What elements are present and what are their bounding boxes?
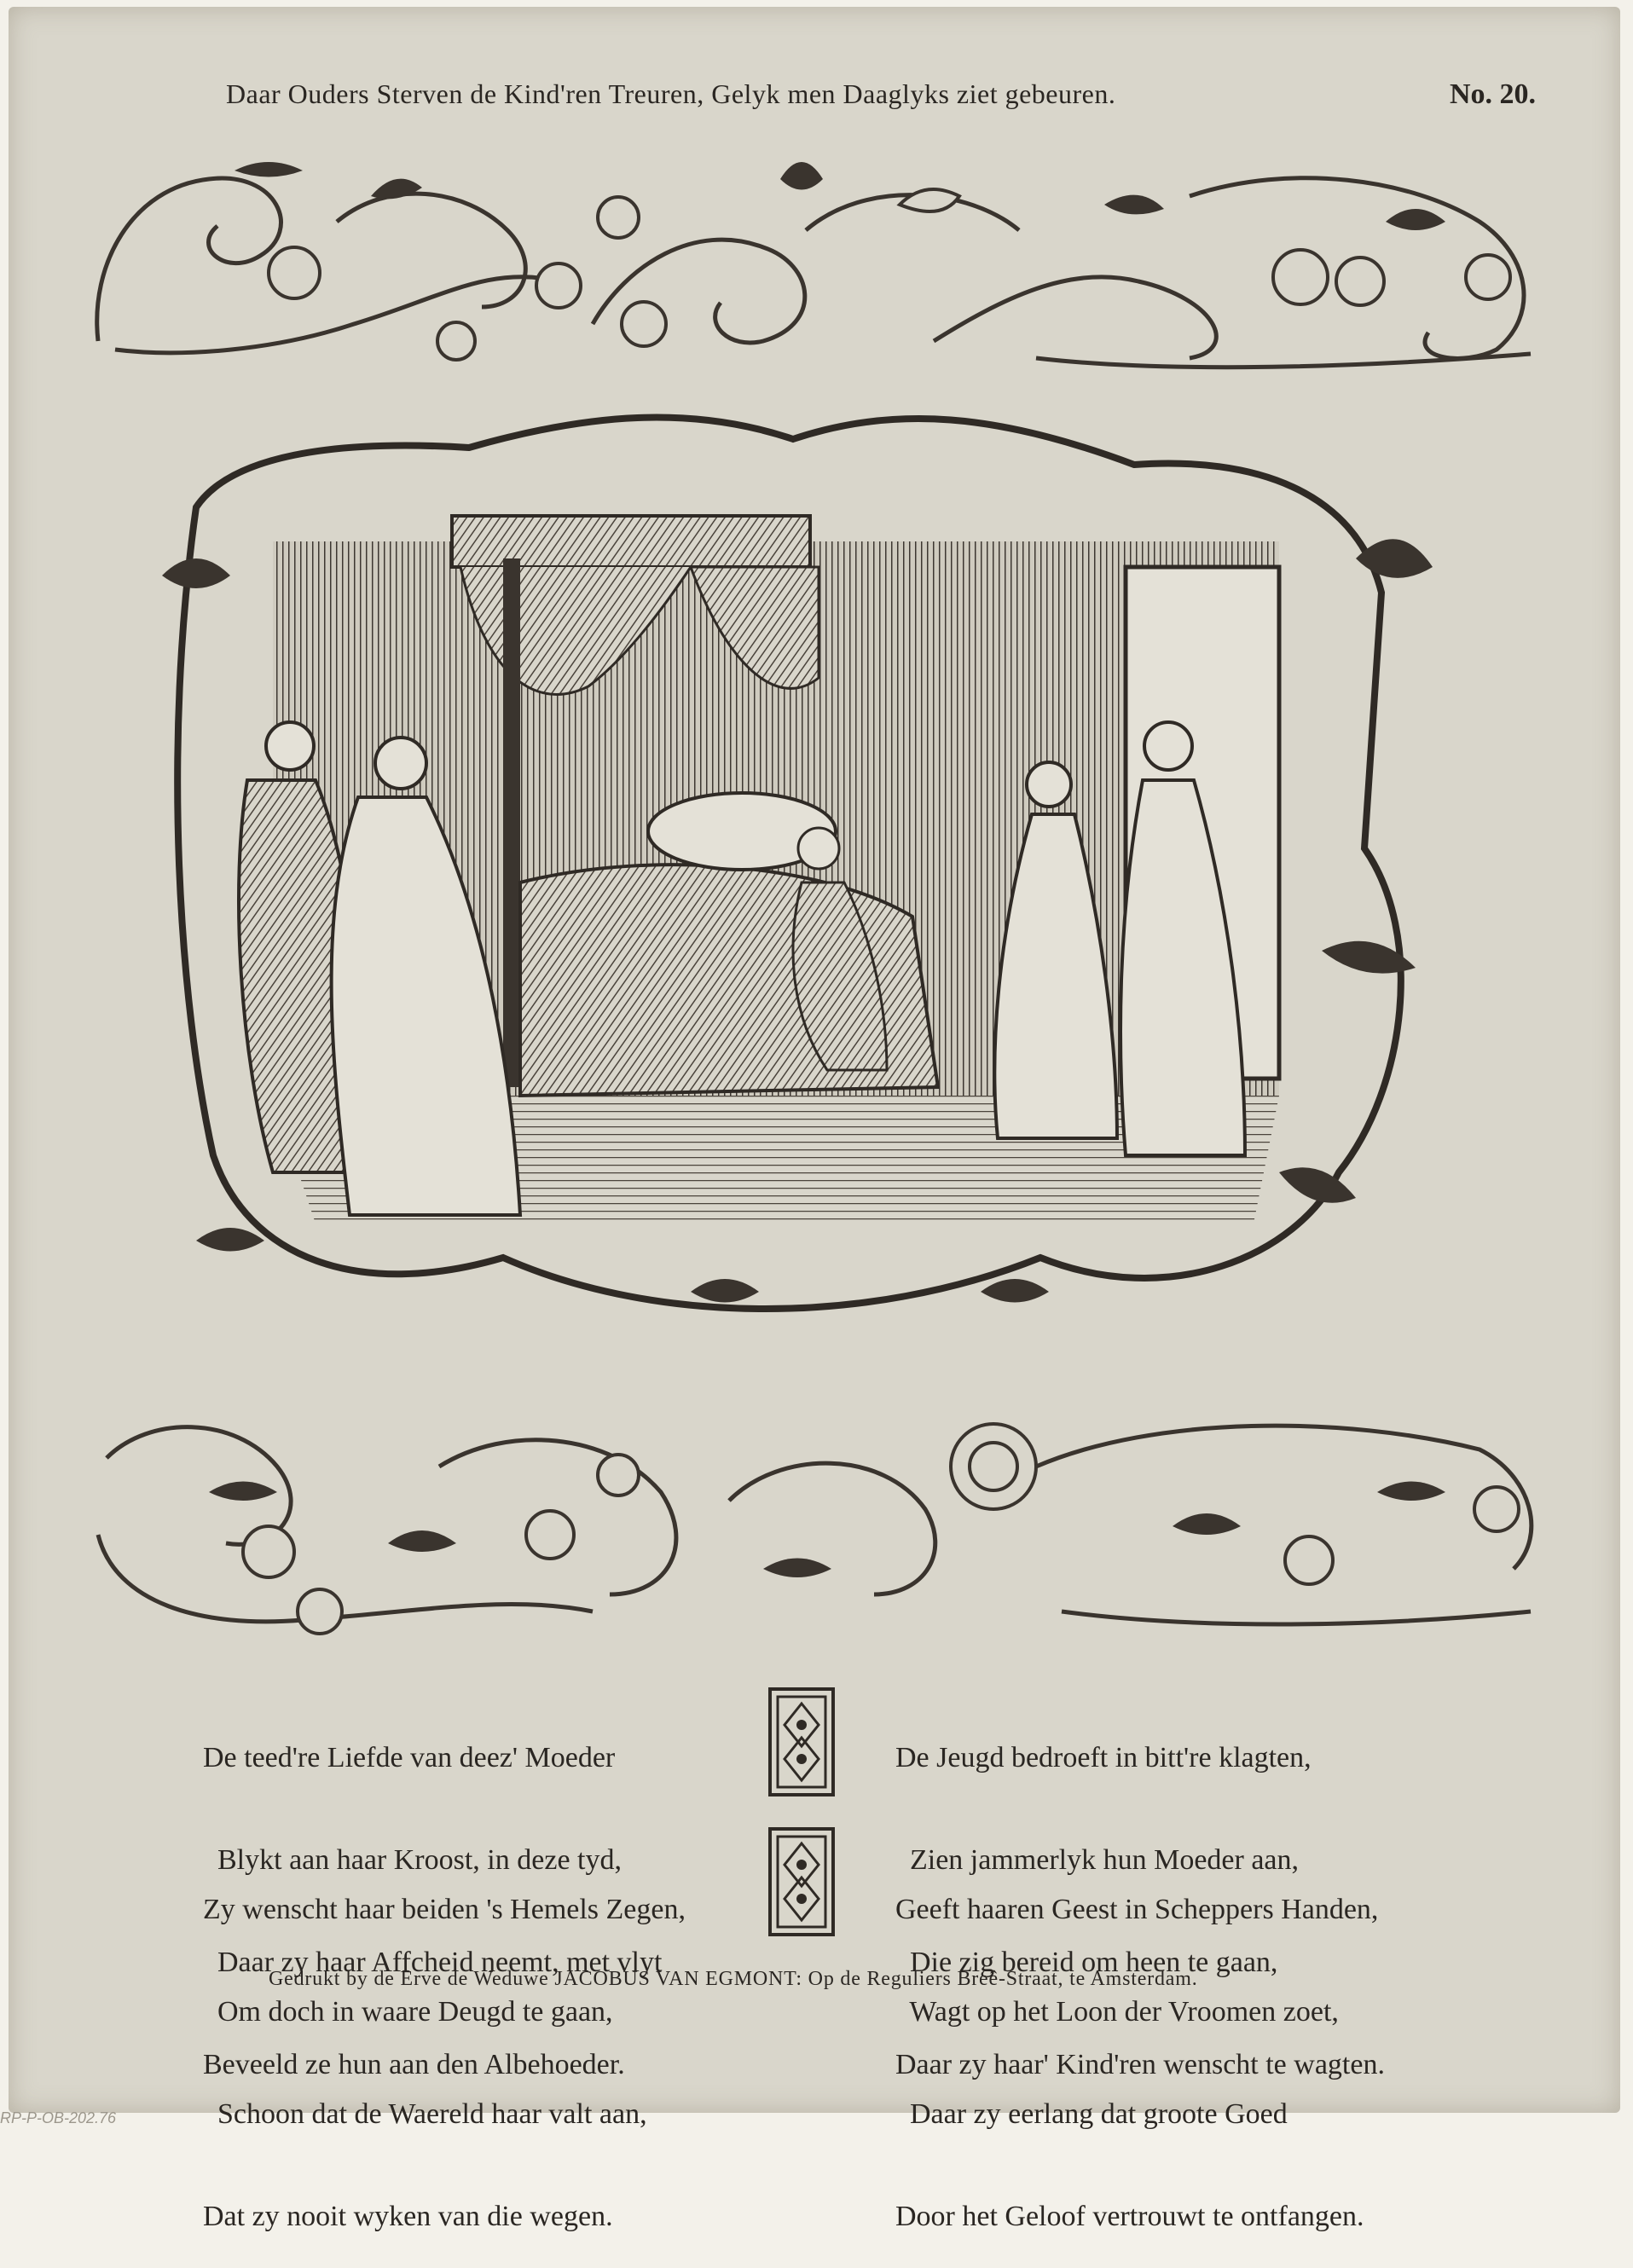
verse-line: Door het Geloof vertrouwt te ontfangen. xyxy=(895,2201,1364,2232)
verse-line: De Jeugd bedroeft in bitt're klagten, xyxy=(895,1742,1312,1773)
verse-line: Daar zy haar' Kind'ren wenscht te wagten. xyxy=(895,2049,1385,2080)
verse-line: Wagt op het Loon der Vroomen zoet, xyxy=(895,1996,1339,2028)
top-rococo-ornament xyxy=(81,128,1556,384)
verse-line: Om doch in waare Deugd te gaan, xyxy=(203,1996,613,2028)
broadside-title: Daar Ouders Sterven de Kind'ren Treuren, Gelyk men Daaglyks ziet gebeuren. xyxy=(226,78,1116,109)
verse-line: Zien jammerlyk hun Moeder aan, xyxy=(895,1844,1300,1876)
verse-line: Dat zy nooit wyken van die wegen. xyxy=(203,2201,613,2232)
verse-line: De teed're Liefde van deez' Moeder xyxy=(203,1742,616,1773)
bottom-rococo-ornament xyxy=(81,1398,1556,1654)
printer-imprint: Gedrukt by de Erve de Weduwe JACOBUS VAN EGMONT: Op de Reguliers Breê-Straat, te Amsterdam. xyxy=(269,1968,1198,1990)
verse-line: Schoon dat de Waereld haar valt aan, xyxy=(203,2098,647,2130)
column-divider-ornament xyxy=(767,1826,836,1941)
verse-line: Die zig bereid om heen te gaan, xyxy=(895,1947,1278,1978)
stanza-2-left xyxy=(203,1825,686,2268)
verse-line: Daar zy eerlang dat groote Goed xyxy=(895,2098,1288,2130)
column-divider-ornament xyxy=(767,1687,836,1801)
verse-line: Daar zy haar Affcheid neemt, met vlyt xyxy=(203,1947,663,1978)
verse-line: Zy wenscht haar beiden 's Hemels Zegen, xyxy=(203,1894,686,1925)
verse-line: Blykt aan haar Kroost, in deze tyd, xyxy=(203,1844,622,1876)
verse-line: Beveeld ze hun aan den Albehoeder. xyxy=(203,2049,625,2080)
sheet-number: No. 20. xyxy=(1450,78,1537,110)
archive-inventory-mark: RP-P-OB-202.76 xyxy=(0,2109,117,2126)
stanza-2-right xyxy=(895,1825,1378,2268)
verse-line: Geeft haaren Geest in Scheppers Handen, xyxy=(895,1894,1379,1925)
deathbed-engraving xyxy=(145,405,1441,1360)
